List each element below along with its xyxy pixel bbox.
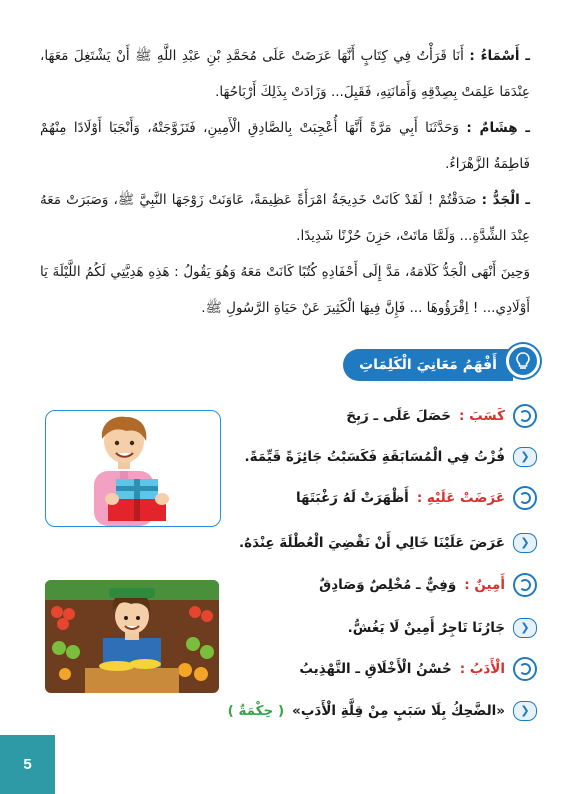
arrow-left-icon: ❮: [513, 618, 537, 638]
vocab-word: الْأَدَبُ :: [459, 661, 505, 677]
vocab-word: أَمِينٌ :: [464, 577, 505, 593]
speaker: ـ أَسْمَاءُ :: [469, 48, 530, 64]
arrow-left-icon: ❮: [513, 701, 537, 721]
swirl-icon: [513, 573, 537, 597]
boy-with-gifts-illustration: [45, 410, 221, 527]
vocab-word: عَرَضَتْ عَلَيْهِ :: [416, 490, 505, 506]
paragraph-text: أَنَا قَرَأْتُ فِي كِتَابٍ أَنَّهَا عَرَضَتْ عَلَى مُحَمَّدِ بْنِ عَبْدِ اللَّهِ ﷺ أَنْ يَشْتَغِلَ مَعَهَا، عِنْدَمَا عَلِمَتْ بِصِدْقِهِ وَأَمَانَتِهِ، فَقَبِلَ... وَزَادَتْ بِذَلِكَ أَرْبَاحُهَا.: [40, 48, 530, 100]
section-title: أَفْهَمُ مَعَانِيَ الْكَلِمَاتِ: [343, 349, 513, 381]
example-text: عَرَضَ عَلَيْنَا خَالِي أَنْ نَقْضِيَ الْعُطْلَةَ عِنْدَهُ.: [238, 535, 505, 551]
swirl-icon: [513, 657, 537, 681]
vocab-definition: حُسْنُ الْأَخْلَاقِ ـ التَّهْذِيبُ: [299, 661, 452, 677]
vocab-example: [197, 614, 537, 642]
lightbulb-icon: [506, 344, 540, 378]
swirl-icon: [513, 486, 537, 510]
vocab-definition: حَصَلَ عَلَى ـ رَبِحَ: [346, 408, 452, 424]
story-paragraph: [40, 182, 530, 254]
example-text: جَارُنَا تَاجِرٌ أَمِينٌ لَا يَغُشُّ.: [347, 620, 505, 636]
vocab-entry: [217, 571, 537, 599]
vocab-example: [197, 697, 537, 725]
page-number: 5: [0, 735, 55, 794]
vocab-definition: وَفِيٌّ ـ مُخْلِصٌ وَصَادِقٌ: [319, 577, 457, 593]
speaker: ـ هِشَامٌ :: [466, 120, 530, 136]
story-paragraph: [40, 110, 530, 182]
vocab-word: كَسَبَ :: [459, 408, 505, 424]
wisdom-note: ( حِكْمَةٌ ): [227, 703, 285, 719]
story-text: [40, 38, 530, 326]
vocab-entry: [217, 484, 537, 512]
vocab-example: [197, 529, 537, 557]
speaker: ـ الْجَدُّ :: [481, 192, 530, 208]
fruit-seller-illustration: [45, 580, 219, 693]
vocab-entry: [217, 402, 537, 430]
story-paragraph: [40, 254, 530, 326]
arrow-left-icon: ❮: [513, 447, 537, 467]
paragraph-text: وَحِينَ أَنْهَى الْجَدُّ كَلَامَهُ، مَدَّ إِلَى أَحْفَادِهِ كُتُبًا كَانَتْ مَعَهُ وَهُوَ يَقُولُ : هَذِهِ هَدِيَّتِي لَكُمُ اللَّيْلَةَ يَا أَوْلَادِي... ! اِقْرَؤُوهَا ... فَإِنَّ فِيهَا الْكَثِيرَ عَنْ حَيَاةِ الرَّسُولِ ﷺ.: [40, 264, 530, 316]
arrow-left-icon: ❮: [513, 533, 537, 553]
paragraph-text: وَحَدَّثَنَا أَبِي مَرَّةً أَنَّهَا أُعْجِبَتْ بِالصَّادِقِ الْأَمِينِ، فَتَزَوَّجَتْهُ، وَأَنْجَبَا أَوْلَادًا مِنْهُمْ فَاطِمَةُ الزَّهْرَاءُ.: [40, 120, 530, 172]
vocab-definition: أَظْهَرَتْ لَهُ رَغْبَتَهَا: [295, 490, 409, 506]
paragraph-text: صَدَقْتُمْ ! لَقَدْ كَانَتْ خَدِيجَةُ امْرَأَةً عَظِيمَةً، عَاوَنَتْ زَوْجَهَا النَّبِيَّ ﷺ، وَصَبَرَتْ مَعَهُ عِنْدَ الشِّدَّةِ... وَلَمَّا مَاتَتْ، حَزِنَ حُزْنًا شَدِيدًا.: [40, 192, 530, 244]
story-paragraph: [40, 38, 530, 110]
example-text: «الضَّحِكُ بِلَا سَبَبٍ مِنْ قِلَّةِ الْأَدَبِ»: [292, 703, 505, 719]
swirl-icon: [513, 404, 537, 428]
vocab-entry: [217, 655, 537, 683]
example-text: فُزْتُ فِي الْمُسَابَقَةِ فَكَسَبْتُ جَائِزَةً قَيِّمَةً.: [244, 449, 505, 465]
vocab-example: [197, 443, 537, 471]
